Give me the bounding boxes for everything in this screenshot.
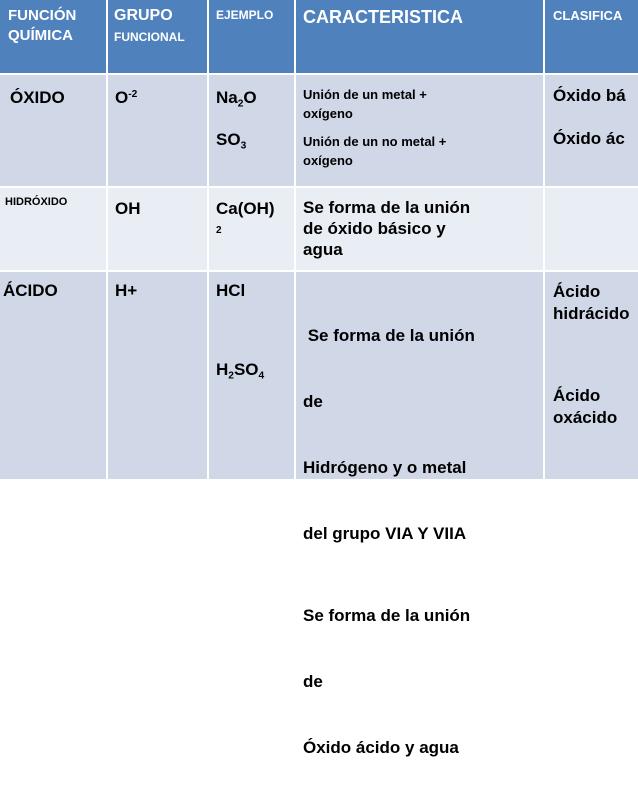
hidroxido-car-line2: de óxido básico y: [303, 219, 446, 238]
hidroxido-ej-sub: 2: [216, 225, 222, 236]
hidroxido-funcion-text: HIDRÓXIDO: [5, 196, 68, 208]
acido-ej2: [216, 360, 294, 382]
acido-clas2-line2: oxácido: [553, 408, 618, 427]
table-row-hidroxido: [0, 188, 638, 270]
acido-ej2-b: SO: [233, 360, 259, 379]
header-funcion-line2: QUÍMICA: [8, 27, 73, 44]
hidroxido-clasificacion: [545, 188, 638, 270]
oxido-ej2-a: SO: [216, 129, 241, 149]
header-grupo-line1: GRUPO: [114, 7, 173, 24]
acido-clas1-line2: hidrácido: [553, 304, 630, 323]
acido-caracteristica: [296, 272, 543, 757]
oxido-car2-line1: Unión de un no metal +: [303, 134, 447, 149]
oxido-ej1-a: Na: [216, 88, 238, 107]
oxido-ejemplo: [209, 75, 294, 186]
oxido-ejemplo-2: [216, 130, 294, 152]
hidroxido-grupo: [108, 188, 207, 270]
oxido-grupo-sup: -2: [128, 88, 138, 100]
oxido-funcion: [0, 75, 106, 186]
acido-funcion-text: ÁCIDO: [3, 281, 58, 300]
header-clasificacion: [545, 0, 638, 73]
acido-car2-line3: Óxido ácido y agua: [303, 738, 459, 757]
header-funcion-quimica: [0, 0, 106, 73]
table-row-acido: [0, 272, 638, 757]
header-funcion-line1: FUNCIÓN: [8, 7, 77, 24]
oxido-clas2: Óxido ác: [553, 129, 625, 148]
acido-ej1: HCl: [216, 281, 246, 300]
hidroxido-funcion: [0, 188, 106, 270]
hidroxido-caracteristica: [296, 188, 543, 270]
header-grupo-line2: FUNCIONAL: [114, 30, 185, 44]
hidroxido-grupo-text: OH: [115, 199, 141, 218]
header-ejemplo-text: EJEMPLO: [216, 8, 274, 22]
acido-clasificacion: [545, 272, 638, 479]
acido-grupo: [108, 272, 207, 479]
hidroxido-ejemplo: [209, 188, 294, 270]
oxido-ej1-sub: 2: [237, 98, 244, 110]
header-grupo-funcional: [108, 0, 207, 73]
oxido-clas1: Óxido bá: [553, 86, 626, 105]
header-caracteristica: [296, 0, 543, 73]
hidroxido-car-line1: Se forma de la unión: [303, 198, 471, 217]
acido-grupo-text: H+: [115, 281, 138, 300]
oxido-ej2-sub: 3: [240, 140, 247, 152]
hidroxido-ej-a: Ca(OH): [216, 199, 275, 218]
header-caracteristica-text: CARACTERISTICA: [303, 7, 463, 27]
oxido-car2-line2: oxígeno: [303, 153, 353, 168]
acido-ej2-sub2: 4: [258, 370, 265, 382]
acido-funcion: [0, 272, 106, 479]
acido-car1-line2: de: [303, 392, 323, 411]
oxido-car1-line2: oxígeno: [303, 106, 353, 121]
oxido-funcion-text: ÓXIDO: [10, 88, 65, 107]
acido-car1-line4: del grupo VIA Y VIIA: [303, 524, 467, 543]
oxido-car1-line1: Unión de un metal +: [303, 87, 427, 102]
oxido-ej1-b: O: [243, 88, 257, 107]
table-row-oxido: [0, 75, 638, 186]
oxido-ejemplo-1: [216, 88, 294, 110]
acido-car1-line3: Hidrógeno y o metal: [303, 458, 467, 477]
oxido-clasificacion: [545, 75, 638, 186]
acido-clas1-line1: Ácido: [553, 282, 601, 301]
header-row: [0, 0, 638, 73]
acido-car2-line2: de: [303, 672, 323, 691]
acido-ej2-a: H: [216, 360, 229, 379]
acido-ej2-sub1: 2: [228, 370, 234, 382]
oxido-grupo-base: O: [115, 88, 129, 107]
acido-car1-line1: Se forma de la unión: [303, 326, 475, 345]
header-ejemplo: [209, 0, 294, 73]
acido-clas2-line1: Ácido: [553, 386, 601, 405]
header-clasificacion-text: CLASIFICA: [553, 8, 623, 23]
oxido-grupo: [108, 75, 207, 186]
hidroxido-car-line3: agua: [303, 240, 343, 259]
oxido-caracteristica: [296, 75, 543, 186]
acido-ejemplo: [209, 272, 294, 479]
acido-car2-line1: Se forma de la unión: [303, 606, 471, 625]
